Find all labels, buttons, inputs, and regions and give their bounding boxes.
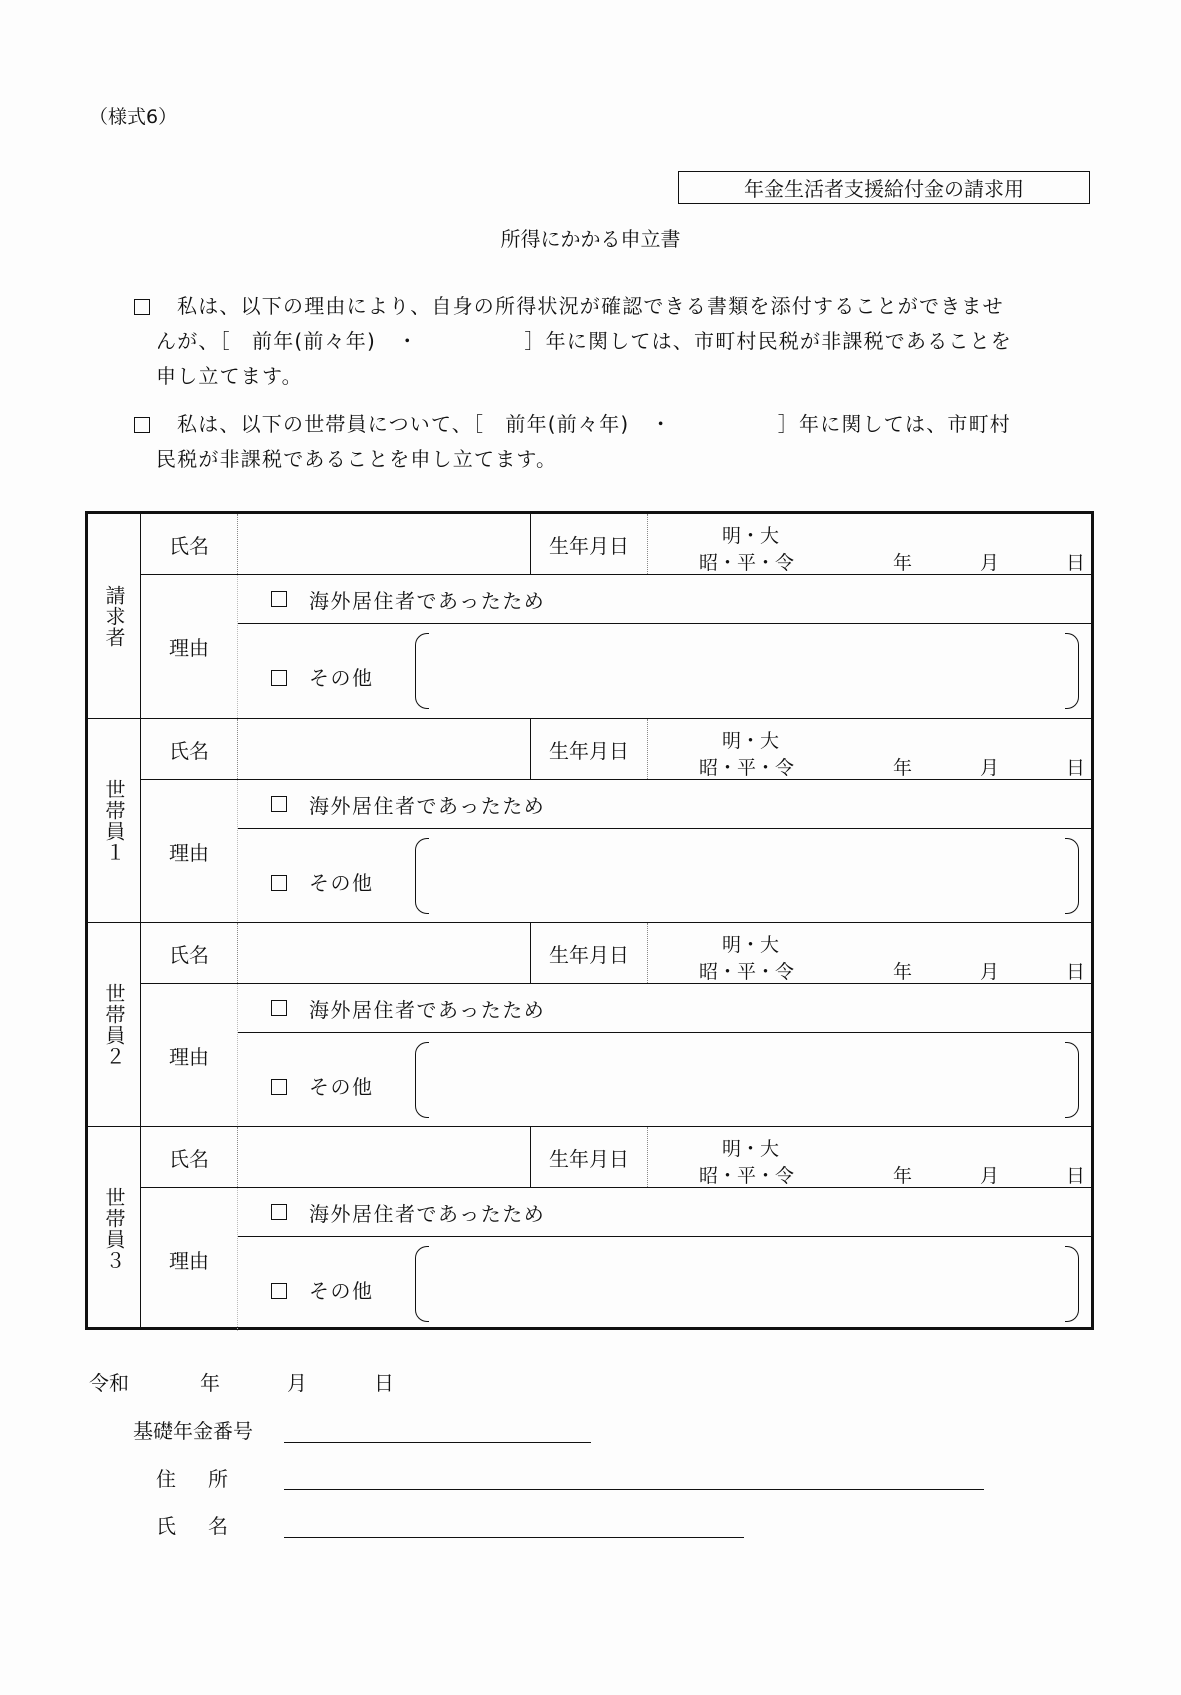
form-number: （様式6） [89,106,178,128]
declaration-1-checkbox[interactable] [134,297,150,317]
dob-day[interactable]: 日 [1066,1165,1086,1187]
section-label: 世帯員２ [88,923,141,1126]
declaration-1-line-1: 私は、以下の理由により、自身の所得状況が確認できる書類を添付することができませ [177,294,1004,318]
reason-label: 理由 [141,575,238,718]
pension-number-label: 基礎年金番号 [133,1419,253,1443]
name-row [141,514,1091,575]
era-options-2[interactable]: 昭・平・令 [699,961,795,983]
reason-label: 理由 [141,780,238,923]
dob-day[interactable]: 日 [1066,552,1086,574]
address-field[interactable] [284,1489,984,1490]
era-options-2[interactable]: 昭・平・令 [699,1165,795,1187]
reason-other [238,1237,1091,1331]
signer-name-label: 氏 名 [156,1514,234,1538]
other-checkbox-label[interactable]: その他 [271,662,374,691]
name-label: 氏名 [141,923,238,983]
overseas-checkbox[interactable] [271,1000,287,1016]
dob-month[interactable]: 月 [980,552,1000,574]
overseas-checkbox[interactable] [271,796,287,812]
date-day[interactable]: 日 [374,1371,394,1395]
era-options-1[interactable]: 明・大 [722,1138,780,1160]
overseas-checkbox[interactable] [271,1204,287,1220]
section-household-2 [88,922,1091,1126]
dob-label: 生年月日 [530,923,648,983]
reason-overseas[interactable]: 海外居住者であったため [238,984,1091,1033]
declaration-1-line-3: 申し立てます。 [156,364,303,388]
date-year[interactable]: 年 [200,1371,220,1395]
section-label: 世帯員３ [88,1127,141,1330]
reason-overseas[interactable]: 海外居住者であったため [238,1188,1091,1237]
section-household-1 [88,718,1091,922]
pension-number-field[interactable] [284,1442,591,1443]
dob-month[interactable]: 月 [980,961,1000,983]
name-label: 氏名 [141,719,238,779]
other-reason-input[interactable] [415,1042,1079,1118]
name-input[interactable] [238,514,530,574]
era-options-2[interactable]: 昭・平・令 [699,757,795,779]
date-era: 令和 [89,1371,129,1395]
name-label: 氏名 [141,1127,238,1187]
dob-year[interactable]: 年 [893,1165,913,1187]
name-input[interactable] [238,923,530,983]
reason-other [238,624,1091,718]
declaration-2-checkbox[interactable] [134,415,150,435]
reason-other [238,829,1091,923]
other-checkbox-label[interactable]: その他 [271,867,374,896]
other-reason-input[interactable] [415,633,1079,709]
dob-year[interactable]: 年 [893,757,913,779]
overseas-checkbox[interactable] [271,591,287,607]
name-row [141,923,1091,984]
dob-month[interactable]: 月 [980,1165,1000,1187]
other-reason-input[interactable] [415,838,1079,914]
declaration-2-line-1: 私は、以下の世帯員について、［ 前年(前々年) ・ ］年に関しては、市町村 [177,412,1012,436]
era-options-1[interactable]: 明・大 [722,934,780,956]
section-label: 世帯員１ [88,719,141,922]
name-row [141,1127,1091,1188]
document-title: 所得にかかる申立書 [500,227,681,251]
other-reason-input[interactable] [415,1246,1079,1322]
name-input[interactable] [238,719,530,779]
other-checkbox-label[interactable]: その他 [271,1275,374,1304]
date-month[interactable]: 月 [287,1371,307,1395]
reason-overseas[interactable]: 海外居住者であったため [238,780,1091,829]
purpose-box [678,171,1090,204]
signer-name-field[interactable] [284,1537,744,1538]
address-label: 住 所 [156,1467,234,1491]
section-label: 請求者 [88,514,141,718]
name-label: 氏名 [141,514,238,574]
dob-year[interactable]: 年 [893,961,913,983]
dob-day[interactable]: 日 [1066,961,1086,983]
reason-overseas[interactable]: 海外居住者であったため [238,575,1091,624]
era-options-1[interactable]: 明・大 [722,730,780,752]
era-options-2[interactable]: 昭・平・令 [699,552,795,574]
reason-label: 理由 [141,984,238,1127]
reason-other [238,1033,1091,1127]
declaration-2-line-2: 民税が非課税であることを申し立てます。 [156,447,558,471]
dob-label: 生年月日 [530,719,648,779]
section-household-3 [88,1126,1091,1330]
declaration-1-line-2: んが、［ 前年(前々年) ・ ］年に関しては、市町村民税が非課税であることを [156,329,1013,353]
name-row [141,719,1091,780]
section-applicant [88,514,1091,718]
other-checkbox-label[interactable]: その他 [271,1071,374,1100]
dob-month[interactable]: 月 [980,757,1000,779]
era-options-1[interactable]: 明・大 [722,525,780,547]
dob-label: 生年月日 [530,1127,648,1187]
dob-day[interactable]: 日 [1066,757,1086,779]
dob-label: 生年月日 [530,514,648,574]
reason-label: 理由 [141,1188,238,1331]
dob-year[interactable]: 年 [893,552,913,574]
name-input[interactable] [238,1127,530,1187]
purpose-text: 年金生活者支援給付金の請求用 [744,177,1024,201]
applicant-table [85,511,1094,1330]
